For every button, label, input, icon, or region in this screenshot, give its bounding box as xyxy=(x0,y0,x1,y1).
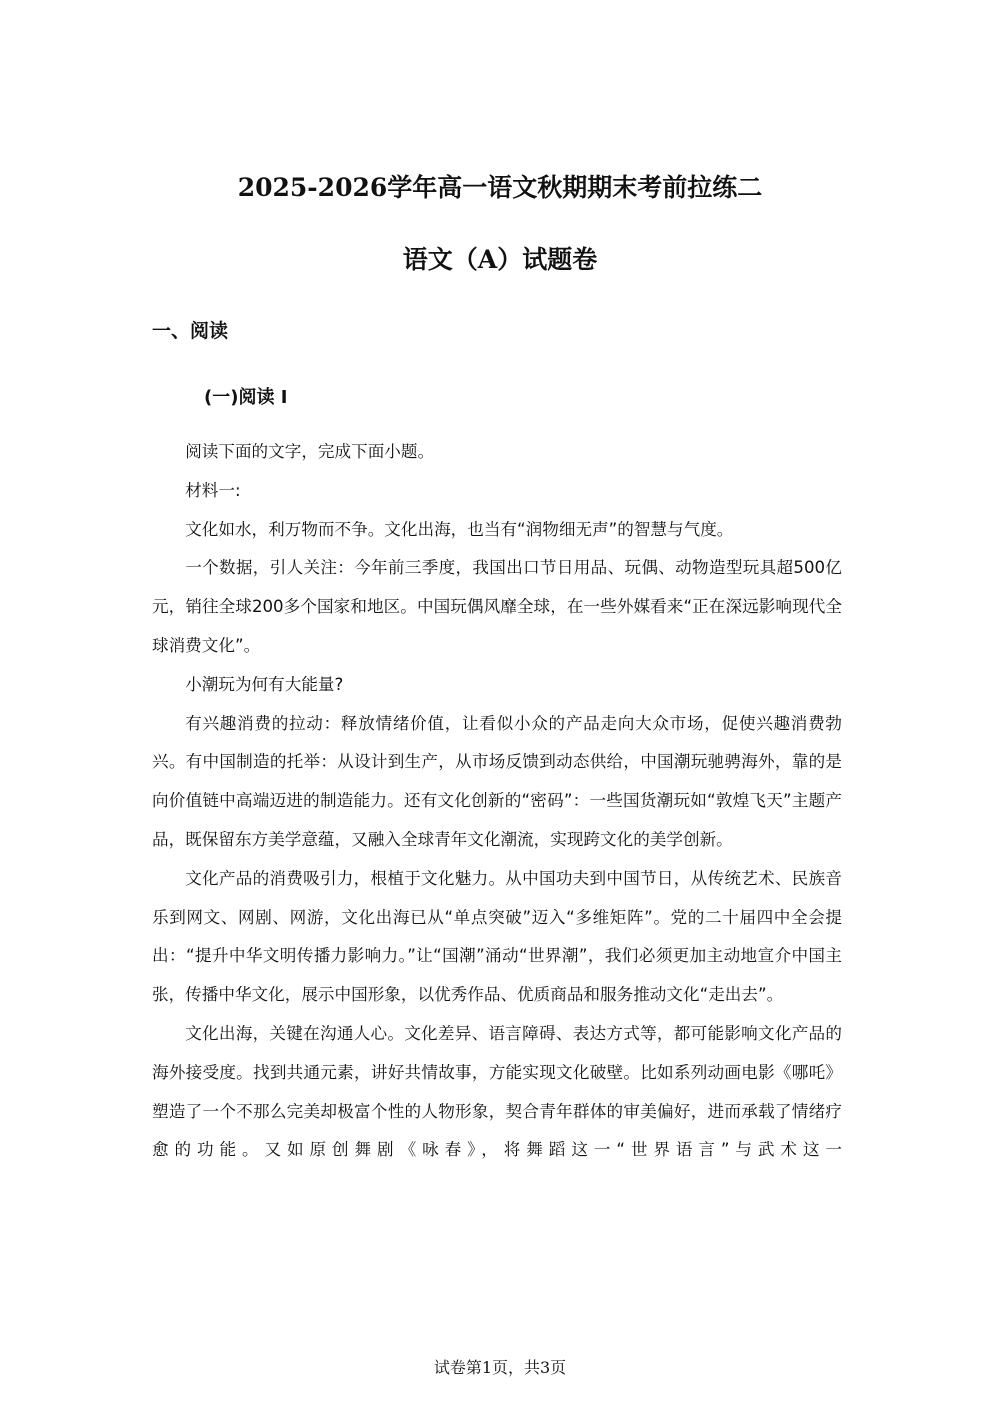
passage-paragraph: 文化产品的消费吸引力，根植于文化魅力。从中国功夫到中国节日，从传统艺术、民族音乐到网文、网剧、网游，文化出海已从“单点突破”迈入“多维矩阵”。党的二十届四中全会提出：“提升中华文明传播力影响力。”让“国潮”涌动“世界潮”，我们必须更加主动地宣介中国主张，传播中华文化，展示中国形象，以优秀作品、优质商品和服务推动文化“走出去”。 xyxy=(152,868,842,1005)
passage-paragraph: 文化如水，利万物而不争。文化出海，也当有“润物细无声”的智慧与气度。 xyxy=(185,519,734,539)
passage-paragraph: 有兴趣消费的拉动：释放情绪价值，让看似小众的产品走向大众市场，促使兴趣消费勃兴。有中国制造的托举：从设计到生产，从市场反馈到动态供给，中国潮玩驰骋海外，靠的是向价值链中高端迈进的制造能力。还有文化创新的“密码”：一些国货潮玩如“敦煌飞天”主题产品，既保留东方美学意蕴，又融入全球青年文化潮流，实现跨文化的美学创新。 xyxy=(152,713,842,849)
reading-passage xyxy=(152,433,842,1170)
subsection-heading: (一)阅读 I xyxy=(204,387,288,408)
document-title: 2025-2026学年高一语文秋期期末考前拉练二 xyxy=(237,173,763,202)
material-label: 材料一: xyxy=(185,480,241,500)
page-footer: 试卷第1页，共3页 xyxy=(433,1358,567,1377)
section-heading: 一、阅读 xyxy=(152,320,229,342)
passage-paragraph: 小潮玩为何有大能量? xyxy=(185,674,344,694)
document-subtitle: 语文（A）试题卷 xyxy=(402,245,598,274)
passage-paragraph: 文化出海，关键在沟通人心。文化差异、语言障碍、表达方式等，都可能影响文化产品的海外接受度。找到共通元素，讲好共情故事，方能实现文化破壁。比如系列动画电影《哪吒》塑造了一个不那么完美却极富个性的人物形象，契合青年群体的审美偏好，进而承载了情绪疗愈的功能。又如原创舞剧《咏春》，将舞蹈这一“世界语言”与武术这一 xyxy=(152,1023,842,1160)
passage-paragraph: 一个数据，引人关注：今年前三季度，我国出口节日用品、玩偶、动物造型玩具超500亿元，销往全球200多个国家和地区。中国玩偶风靡全球，在一些外媒看来“正在深远影响现代全球消费文化”。 xyxy=(152,558,842,655)
instruction-paragraph: 阅读下面的文字，完成下面小题。 xyxy=(185,442,435,461)
